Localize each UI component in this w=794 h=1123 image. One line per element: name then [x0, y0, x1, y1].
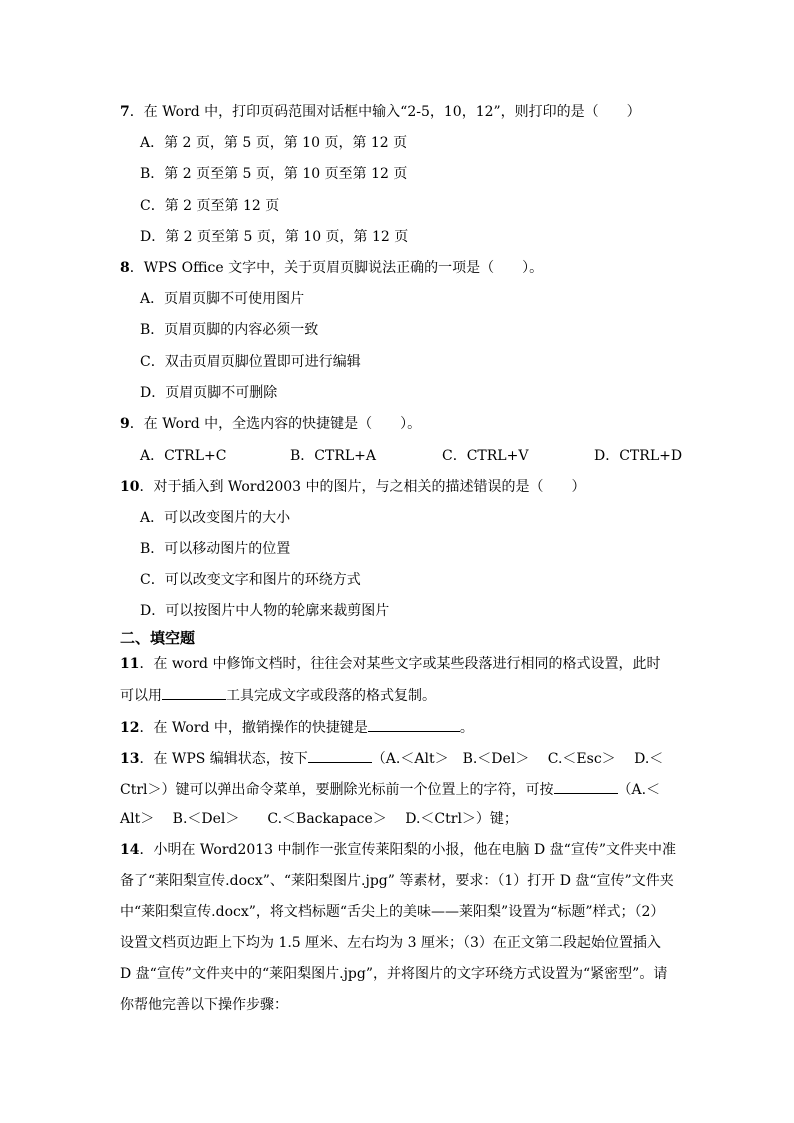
question-14-line-4: 设置文档页边距上下均为 1.5 厘米、左右均为 3 厘米；（3）在正文第二段起始位置插入 — [120, 935, 661, 951]
question-11-text-1: ．在 word 中修饰文档时，往往会对某些文字或某些段落进行相同的格式设置，此时 — [139, 656, 661, 672]
question-8-option-c: C．双击页眉页脚位置即可进行编辑 — [140, 354, 361, 370]
question-10-number: 10 — [120, 479, 140, 495]
question-7-text: ．在 Word 中，打印页码范围对话框中输入“2-5，10，12”，则打印的是（ ） — [129, 104, 641, 120]
question-11-answer-blank — [162, 684, 226, 700]
question-10-stem — [120, 477, 586, 497]
question-8-option-b: B．页眉页脚的内容必须一致 — [140, 322, 319, 338]
question-14-number: 14 — [120, 842, 140, 858]
question-11-text-2a: 可以用 — [120, 688, 162, 704]
question-14-line-1 — [120, 840, 676, 860]
question-8-stem — [120, 258, 543, 278]
question-12-text-a: ．在 Word 中，撤销操作的快捷键是 — [139, 720, 368, 736]
section-title-fill-in-blank: 二、填空题 — [120, 629, 196, 647]
question-13-line-3: Alt＞ B.＜Del＞ C.＜Backapace＞ D.＜Ctrl＞）键； — [120, 811, 518, 827]
question-13-line-2 — [120, 778, 660, 800]
question-10-text: ．对于插入到 Word2003 中的图片，与之相关的描述错误的是（ ） — [139, 479, 586, 495]
question-8-option-d: D．页眉页脚不可删除 — [140, 385, 278, 401]
question-14-text-1: ．小明在 Word2013 中制作一张宣传莱阳梨的小报，他在电脑 D 盘“宣传”文件夹中准 — [139, 842, 676, 858]
question-7-stem — [120, 102, 641, 122]
question-13-text-2b: （A.＜ — [617, 782, 661, 798]
question-11-line-2 — [120, 684, 436, 706]
question-14-line-3: 中“莱阳梨宣传.docx”，将文档标题“舌尖上的美味——莱阳梨”设置为“标题”样式；（2） — [120, 904, 665, 920]
question-14-line-6: 你帮他完善以下操作步骤： — [120, 997, 288, 1013]
question-10-option-d: D．可以按图片中人物的轮廓来裁剪图片 — [140, 603, 390, 619]
question-9-option-d: D．CTRL+D — [594, 448, 683, 464]
question-7-option-c: C．第 2 页至第 12 页 — [140, 198, 280, 214]
question-11-number: 11 — [120, 656, 140, 672]
question-14-line-2: 备了“莱阳梨宣传.docx”、“莱阳梨图片.jpg” 等素材，要求：（1）打开 D 盘“宣传”文件夹 — [120, 873, 674, 889]
question-8-text: ．WPS Office 文字中，关于页眉页脚说法正确的一项是（ ）。 — [129, 260, 544, 276]
question-11-line-1 — [120, 654, 660, 674]
question-7-option-d: D．第 2 页至第 5 页，第 10 页，第 12 页 — [140, 229, 409, 245]
question-12-text-b: 。 — [459, 720, 474, 736]
question-8-number: 8 — [120, 260, 130, 276]
question-13-text-1b: （A.＜Alt＞ B.＜Del＞ C.＜Esc＞ D.＜ — [371, 751, 664, 767]
question-12-answer-blank — [368, 716, 460, 732]
question-13-text-1a: ．在 WPS 编辑状态，按下 — [139, 751, 308, 767]
question-9-option-b: B．CTRL+A — [290, 448, 377, 464]
question-10-option-c: C．可以改变文字和图片的环绕方式 — [140, 572, 361, 588]
question-7-option-b: B．第 2 页至第 5 页，第 10 页至第 12 页 — [140, 166, 408, 182]
question-11-text-2b: 工具完成文字或段落的格式复制。 — [226, 688, 436, 704]
question-13-line-1 — [120, 747, 663, 769]
question-7-number: 7 — [120, 104, 130, 120]
question-8-option-a: A．页眉页脚不可使用图片 — [140, 291, 305, 307]
question-9-number: 9 — [120, 416, 130, 432]
question-7-option-a: A．第 2 页，第 5 页，第 10 页，第 12 页 — [140, 135, 408, 151]
question-10-option-a: A．可以改变图片的大小 — [140, 510, 291, 526]
question-10-option-b: B．可以移动图片的位置 — [140, 541, 291, 557]
question-13-text-2a: Ctrl＞）键可以弹出命令菜单，要删除光标前一个位置上的字符，可按 — [120, 782, 554, 798]
question-13-number: 13 — [120, 751, 140, 767]
question-14-line-5: D 盘“宣传”文件夹中的“莱阳梨图片.jpg”，并将图片的文字环绕方式设置为“紧密型”。请 — [120, 966, 668, 982]
question-12-number: 12 — [120, 720, 140, 736]
question-9-text: ．在 Word 中，全选内容的快捷键是（ ）。 — [129, 416, 422, 432]
question-13-answer-blank-2 — [554, 778, 618, 794]
question-13-answer-blank-1 — [308, 747, 372, 763]
question-9-option-a: A．CTRL+C — [140, 448, 227, 464]
question-12-line — [120, 716, 474, 738]
question-9-stem — [120, 414, 421, 434]
question-9-option-c: C．CTRL+V — [442, 448, 529, 464]
